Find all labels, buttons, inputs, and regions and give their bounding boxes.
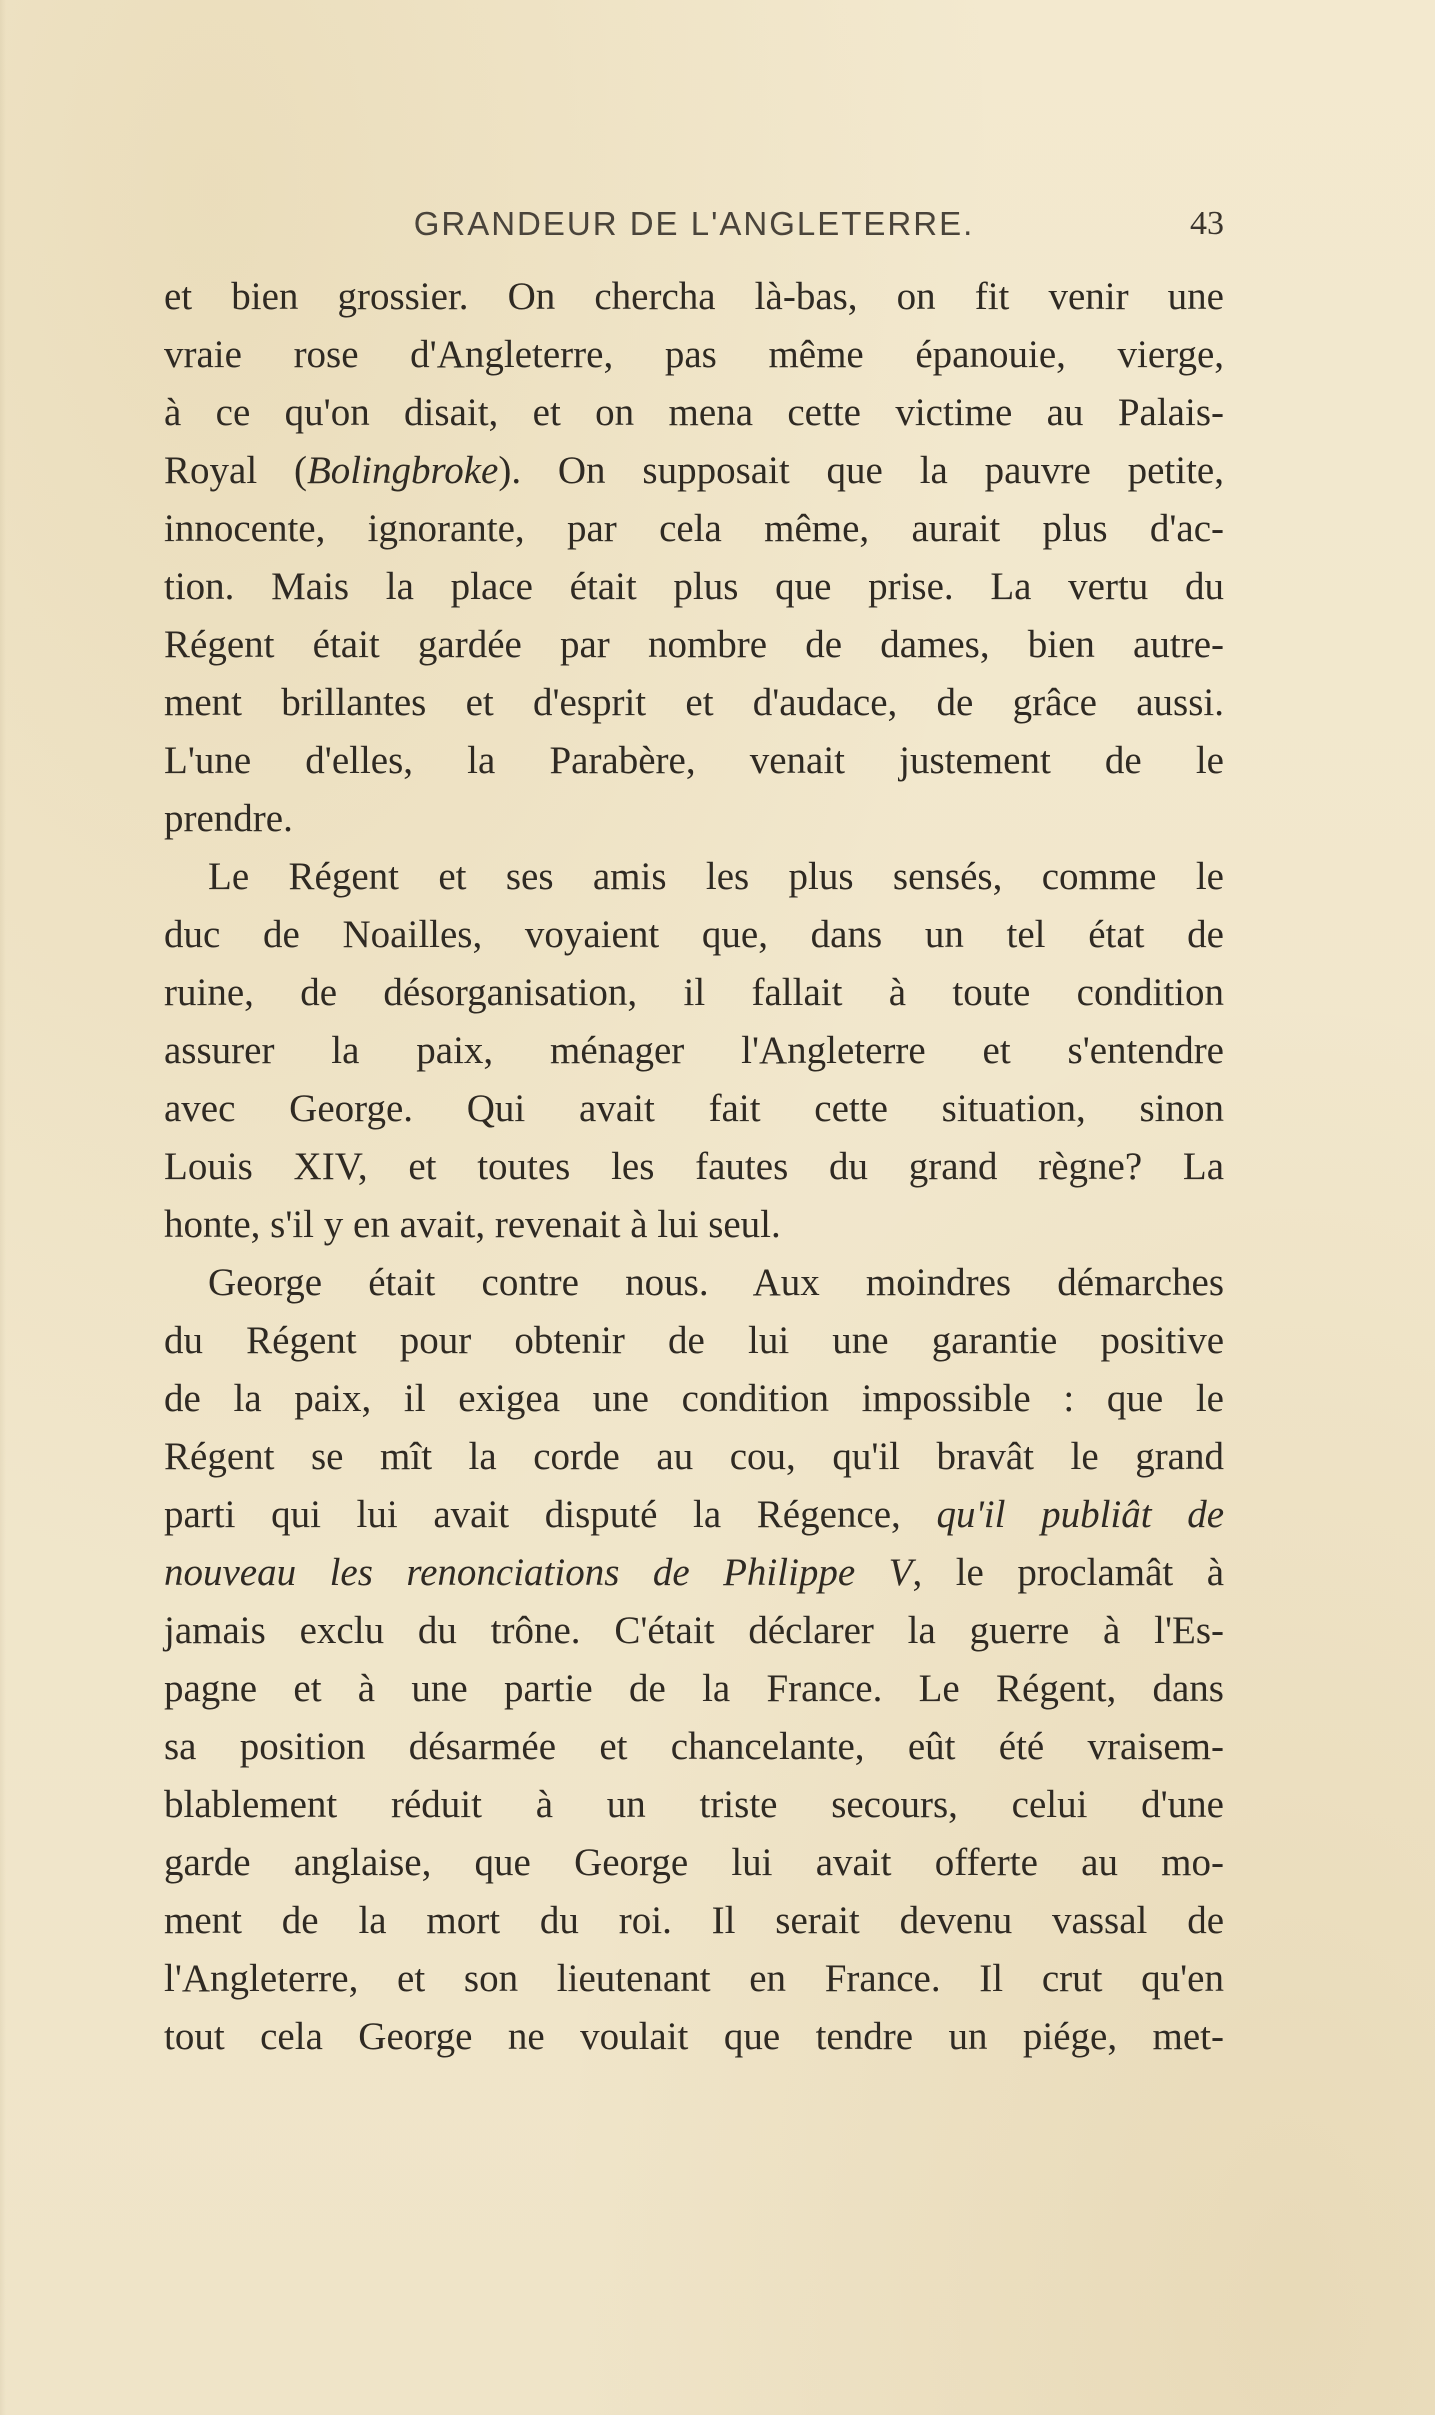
text-line: garde anglaise, que George lui avait offerte au mo- bbox=[164, 1841, 1224, 1884]
running-title: GRANDEUR DE L'ANGLETERRE. bbox=[413, 205, 975, 242]
text-line bbox=[164, 1544, 1224, 1602]
text-line: L'une d'elles, la Parabère, venait justement de le bbox=[164, 739, 1224, 782]
text-line: assurer la paix, ménager l'Angleterre et s'entendre bbox=[164, 1029, 1224, 1072]
text-line: ruine, de désorganisation, il fallait à toute condition bbox=[164, 971, 1224, 1014]
page-number: 43 bbox=[1190, 205, 1224, 242]
text-line: vraie rose d'Angleterre, pas même épanouie, vierge, bbox=[164, 333, 1224, 376]
text-line: tion. Mais la place était plus que prise. La vertu du bbox=[164, 565, 1224, 608]
text-line: George était contre nous. Aux moindres démarches bbox=[208, 1261, 1224, 1304]
text-line: sa position désarmée et chancelante, eût été vraisem- bbox=[164, 1725, 1224, 1768]
italic-text: qu'il publiât de bbox=[936, 1493, 1225, 1536]
text-line: pagne et à une partie de la France. Le Régent, dans bbox=[164, 1667, 1224, 1710]
text-line: à ce qu'on disait, et on mena cette victime au Palais- bbox=[164, 391, 1224, 434]
text-line: de la paix, il exigea une condition impossible : que le bbox=[164, 1377, 1224, 1420]
text-segment: Royal ( bbox=[164, 449, 307, 492]
text-line: tout cela George ne voulait que tendre un piége, met- bbox=[164, 2015, 1224, 2058]
page-edge-shadow bbox=[0, 0, 6, 2415]
text-line: honte, s'il y en avait, revenait à lui seul. bbox=[164, 1203, 781, 1246]
body-text bbox=[164, 268, 1224, 2066]
text-line: innocente, ignorante, par cela même, aurait plus d'ac- bbox=[164, 507, 1224, 550]
text-line: Régent était gardée par nombre de dames, bien autre- bbox=[164, 623, 1224, 666]
text-segment: ). On supposait que la pauvre petite, bbox=[498, 449, 1224, 492]
text-line: blablement réduit à un triste secours, celui d'une bbox=[164, 1783, 1224, 1826]
italic-text: Bolingbroke bbox=[306, 449, 499, 492]
text-segment: , le proclamât à bbox=[912, 1551, 1224, 1594]
text-line: ment de la mort du roi. Il serait devenu vassal de bbox=[164, 1899, 1224, 1942]
text-line: Le Régent et ses amis les plus sensés, comme le bbox=[208, 855, 1224, 898]
text-line: Louis XIV, et toutes les fautes du grand règne? La bbox=[164, 1145, 1224, 1188]
page-header bbox=[164, 205, 1224, 255]
text-line bbox=[164, 1486, 1224, 1544]
text-line: du Régent pour obtenir de lui une garantie positive bbox=[164, 1319, 1224, 1362]
italic-text: nouveau les renonciations de Philippe V bbox=[164, 1551, 913, 1594]
text-line: l'Angleterre, et son lieutenant en France. Il crut qu'en bbox=[164, 1957, 1224, 2000]
text-line: duc de Noailles, voyaient que, dans un tel état de bbox=[164, 913, 1224, 956]
text-line bbox=[164, 442, 1224, 500]
text-line: avec George. Qui avait fait cette situation, sinon bbox=[164, 1087, 1224, 1130]
text-line: Régent se mît la corde au cou, qu'il bravât le grand bbox=[164, 1435, 1224, 1478]
text-line: et bien grossier. On chercha là-bas, on fit venir une bbox=[164, 275, 1224, 318]
text-segment: parti qui lui avait disputé la Régence, bbox=[164, 1493, 937, 1536]
text-line: ment brillantes et d'esprit et d'audace, de grâce aussi. bbox=[164, 681, 1224, 724]
text-line: prendre. bbox=[164, 797, 293, 840]
text-line: jamais exclu du trône. C'était déclarer la guerre à l'Es- bbox=[164, 1609, 1224, 1652]
